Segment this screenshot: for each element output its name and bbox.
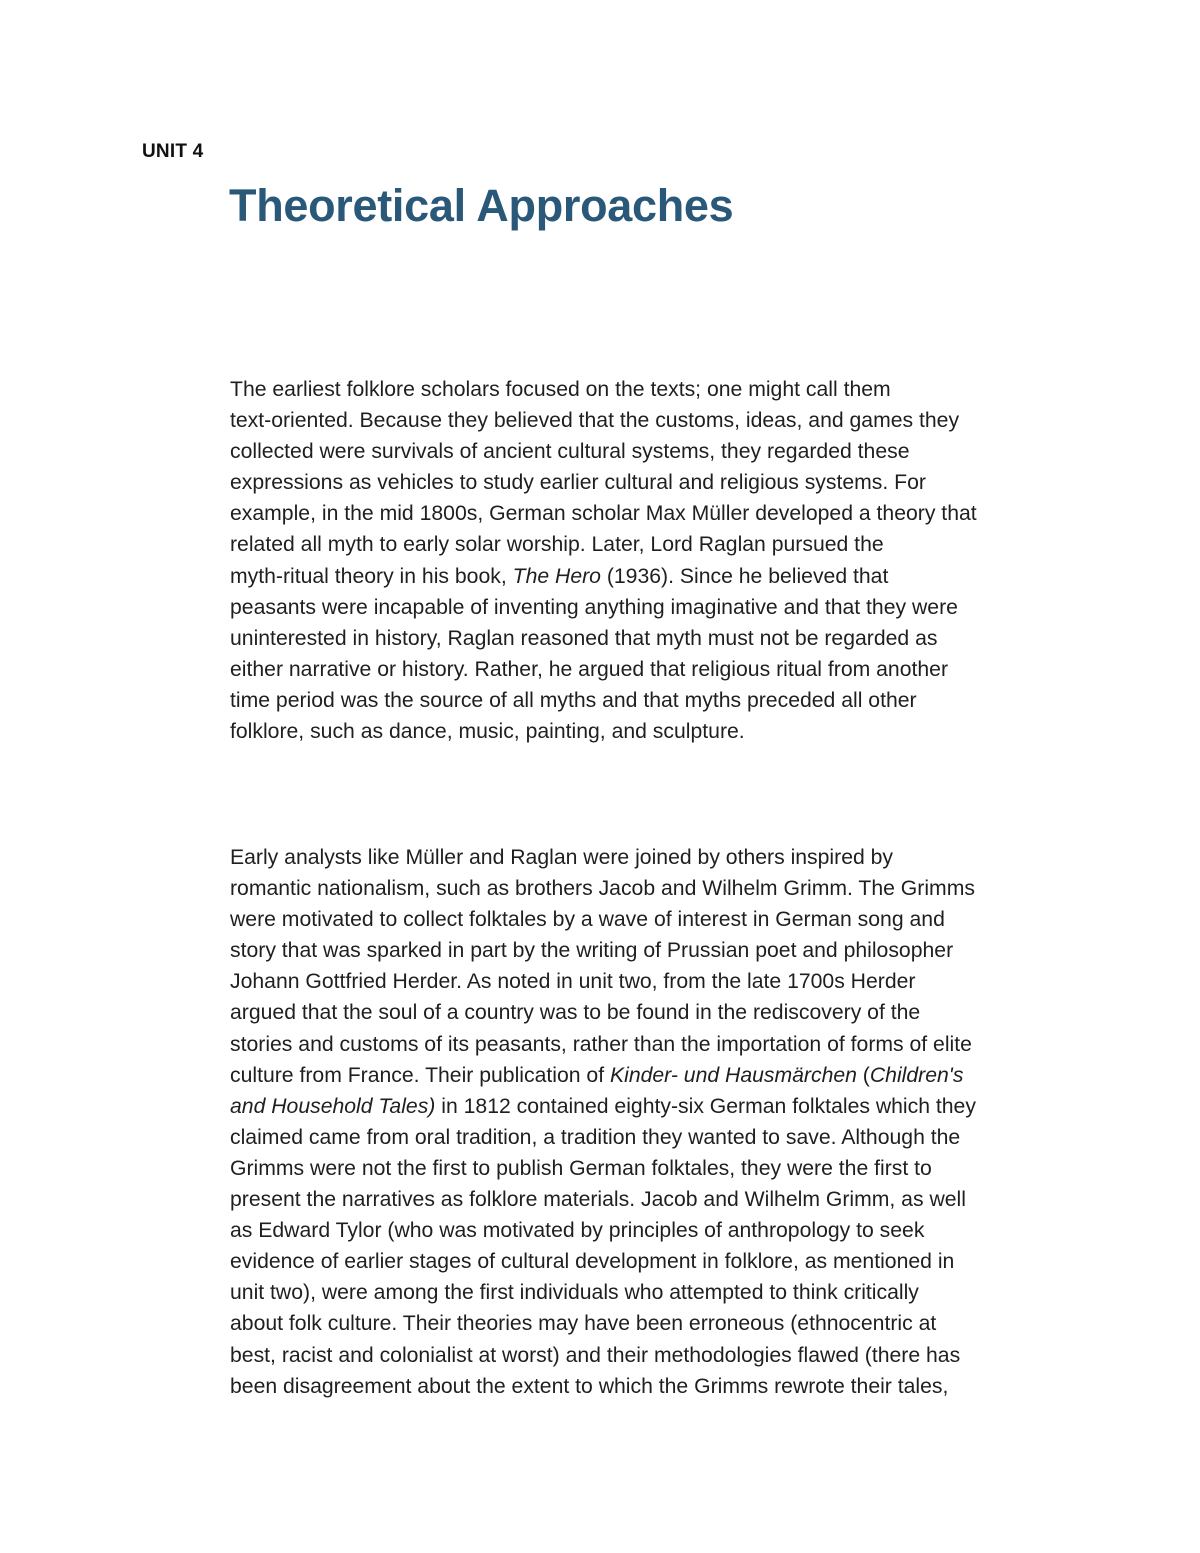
text-run: romantic nationalism, such as brothers Jacob and Wilhelm Grimm. The Grimms xyxy=(230,877,975,901)
italic-text-run: The Hero xyxy=(512,564,601,588)
text-run: in 1812 contained eighty-six German folktales which they xyxy=(435,1094,976,1118)
text-run: present the narratives as folklore materials. Jacob and Wilhelm Grimm, as well xyxy=(230,1188,966,1212)
text-run: peasants were incapable of inventing anything imaginative and that they were xyxy=(230,595,958,619)
text-line xyxy=(230,716,1080,747)
text-line xyxy=(230,904,1080,935)
italic-text-run: Kinder- und Hausmärchen xyxy=(609,1063,857,1087)
text-line xyxy=(230,498,1080,529)
text-run: (1936). Since he believed that xyxy=(600,564,889,588)
text-run: stories and customs of its peasants, rather than the importation of forms of elite xyxy=(230,1032,972,1056)
text-line xyxy=(230,592,1080,623)
text-run: were motivated to collect folktales by a wave of interest in German song and xyxy=(230,908,945,932)
text-line xyxy=(230,1184,1080,1215)
text-line xyxy=(230,1215,1080,1246)
text-run: uninterested in history, Raglan reasoned that myth must not be regarded as xyxy=(230,626,938,650)
text-line xyxy=(230,997,1080,1028)
text-line xyxy=(230,966,1080,997)
text-line xyxy=(230,1308,1080,1339)
text-run: best, racist and colonialist at worst) and their methodologies flawed (there has xyxy=(230,1343,961,1367)
text-run: The earliest folklore scholars focused on the texts; one might call them xyxy=(230,378,891,401)
unit-label: UNIT 4 xyxy=(142,141,204,162)
text-run: Early analysts like Müller and Raglan were joined by others inspired by xyxy=(230,846,894,869)
text-line xyxy=(230,1153,1080,1184)
text-line xyxy=(230,467,1080,498)
text-run: related all myth to early solar worship. Later, Lord Raglan pursued the xyxy=(230,533,884,557)
text-line xyxy=(230,405,1080,436)
text-run: either narrative or history. Rather, he argued that religious ritual from another xyxy=(230,657,948,681)
text-line xyxy=(230,685,1080,716)
text-run: expressions as vehicles to study earlier cultural and religious systems. For xyxy=(230,471,926,495)
text-run: claimed came from oral tradition, a tradition they wanted to save. Although the xyxy=(230,1125,961,1149)
text-line xyxy=(230,1277,1080,1308)
text-line xyxy=(230,436,1080,467)
text-run: story that was sparked in part by the writing of Prussian poet and philosopher xyxy=(230,939,954,963)
text-run: culture from France. Their publication of xyxy=(230,1063,610,1087)
text-run: myth-ritual theory in his book, xyxy=(230,564,513,588)
page-title: Theoretical Approaches xyxy=(229,180,734,231)
text-line xyxy=(230,1029,1080,1060)
text-run: been disagreement about the extent to which the Grimms rewrote their tales, xyxy=(230,1374,949,1398)
text-run: folklore, such as dance, music, painting, and sculpture. xyxy=(230,720,745,744)
text-run: ( xyxy=(856,1063,870,1087)
text-run: evidence of earlier stages of cultural development in folklore, as mentioned in xyxy=(230,1250,955,1274)
text-run: collected were survivals of ancient cultural systems, they regarded these xyxy=(230,440,910,464)
text-run: time period was the source of all myths and that myths preceded all other xyxy=(230,688,917,712)
italic-text-run: and Household Tales) xyxy=(230,1094,436,1118)
text-line xyxy=(230,1340,1080,1371)
text-run: example, in the mid 1800s, German scholar Max Müller developed a theory that xyxy=(230,502,977,526)
text-run: about folk culture. Their theories may have been erroneous (ethnocentric at xyxy=(230,1312,937,1336)
text-run: argued that the soul of a country was to be found in the rediscovery of the xyxy=(230,1001,921,1025)
italic-text-run: Children's xyxy=(869,1063,964,1087)
text-run: text-oriented. Because they believed that the customs, ideas, and games they xyxy=(230,409,960,433)
text-line xyxy=(230,1122,1080,1153)
text-line xyxy=(230,623,1080,654)
text-line xyxy=(230,1246,1080,1277)
body-paragraph-2 xyxy=(230,842,1080,1402)
text-line xyxy=(230,374,1080,405)
text-run: Grimms were not the first to publish German folktales, they were the first to xyxy=(230,1156,932,1180)
text-line xyxy=(230,1371,1080,1402)
text-line xyxy=(230,842,1080,873)
text-run: Johann Gottfried Herder. As noted in unit two, from the late 1700s Herder xyxy=(230,970,916,994)
text-line xyxy=(230,529,1080,560)
text-run: unit two), were among the first individuals who attempted to think critically xyxy=(230,1281,919,1305)
text-line xyxy=(230,873,1080,904)
text-run: as Edward Tylor (who was motivated by principles of anthropology to seek xyxy=(230,1219,925,1243)
text-line xyxy=(230,1060,1080,1091)
text-line xyxy=(230,1091,1080,1122)
body-paragraph-1 xyxy=(230,374,1080,747)
text-line xyxy=(230,654,1080,685)
text-line xyxy=(230,935,1080,966)
text-line xyxy=(230,561,1080,592)
